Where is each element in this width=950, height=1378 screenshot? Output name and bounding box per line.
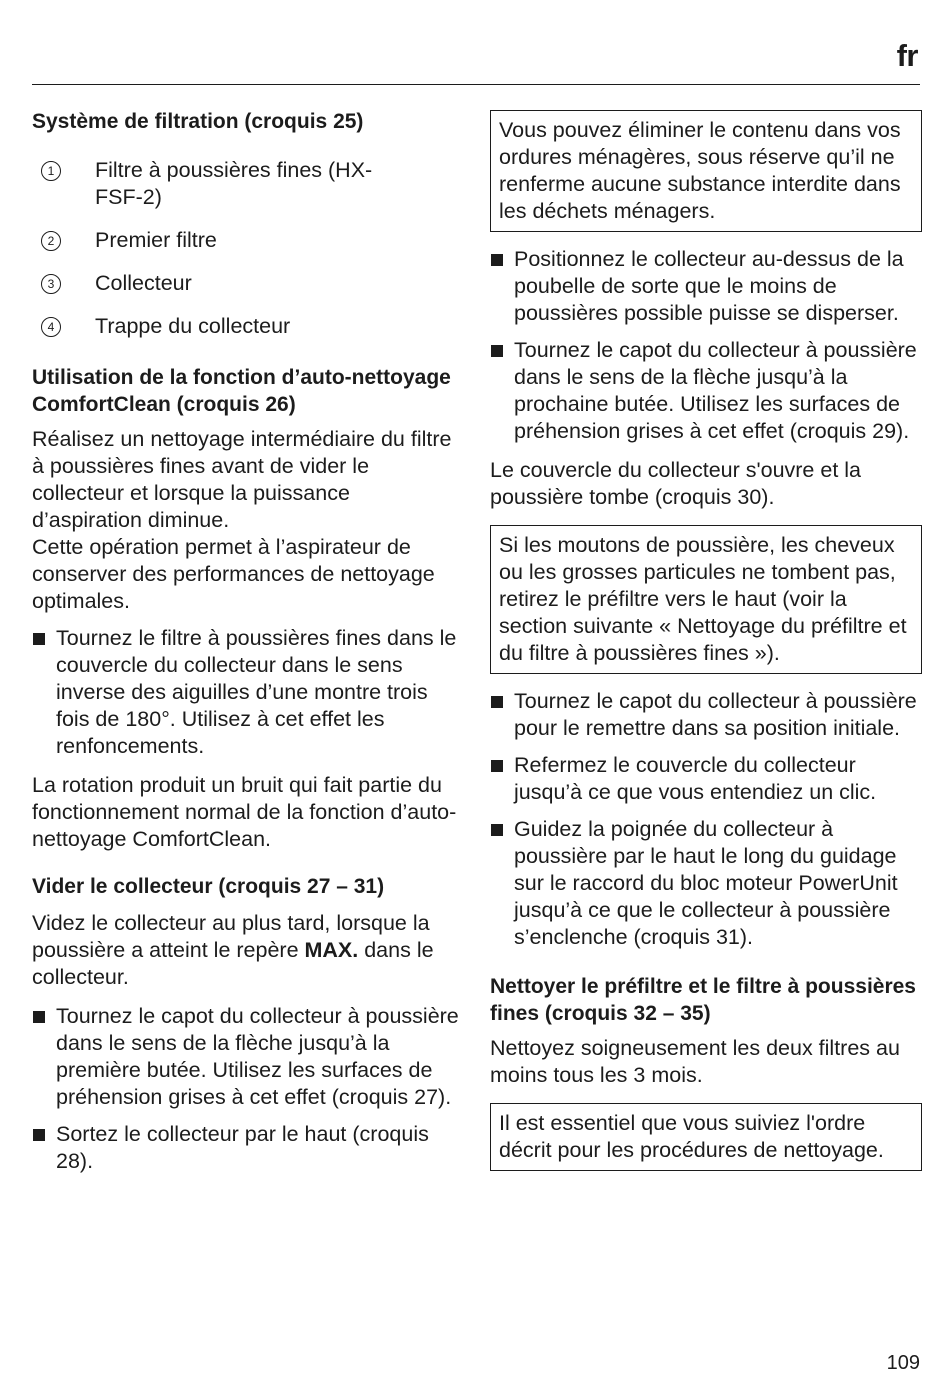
- bullet-item: [32, 1121, 462, 1175]
- bullet-item: [490, 246, 922, 327]
- paragraph: Le couvercle du collecteur s'ouvre et la poussière tombe (croquis 30).: [490, 458, 862, 509]
- number-badge: 2: [41, 231, 61, 251]
- list-item-text: Trappe du collecteur: [95, 314, 291, 338]
- paragraph-text: dans le collecteur.: [32, 938, 434, 989]
- note-box: Vous pouvez éliminer le contenu dans vos ordures ménagères, sous réserve qu’il ne renferme aucune substance interdite dans les déchets ménagers.: [490, 110, 922, 232]
- bullet-square-icon: [33, 1129, 45, 1141]
- bullet-item: [32, 625, 462, 760]
- bullet-square-icon: [33, 1011, 45, 1023]
- right-column: [490, 110, 922, 1171]
- bullet-item: [32, 1003, 462, 1111]
- bullet-item: [490, 688, 922, 742]
- header-rule: [32, 84, 920, 85]
- list-item-text: Filtre à poussières fines (HX-FSF-2): [95, 158, 373, 209]
- bullet-text: Tournez le capot du collecteur à poussière dans le sens de la flèche jusqu’à la prochaine butée. Utilisez les surfaces de préhension grises à cet effet (croquis 29).: [514, 338, 917, 443]
- paragraph: Réalisez un nettoyage intermédiaire du filtre à poussières fines avant de vider le collecteur et lorsque la puissance d’aspiration diminue.: [32, 427, 452, 532]
- list-item: [32, 313, 462, 340]
- bullet-text: Tournez le capot du collecteur à poussière pour le remettre dans sa position initiale.: [514, 689, 917, 740]
- list-item: [32, 157, 462, 211]
- section-heading-clean-filters: Nettoyer le préfiltre et le filtre à poussières fines (croquis 32 – 35): [490, 975, 916, 1025]
- number-badge: 3: [41, 274, 61, 294]
- paragraph: Nettoyez soigneusement les deux filtres au moins tous les 3 mois.: [490, 1036, 900, 1087]
- bullet-square-icon: [491, 696, 503, 708]
- max-mark-label: MAX.: [304, 938, 359, 962]
- bullet-square-icon: [491, 345, 503, 357]
- left-column: [32, 108, 462, 1185]
- section-heading-comfortclean: Utilisation de la fonction d’auto-nettoyage ComfortClean (croquis 26): [32, 366, 451, 416]
- paragraph-text: Videz le collecteur au plus tard, lorsque la poussière a atteint le repère: [32, 911, 430, 962]
- bullet-text: Refermez le couvercle du collecteur jusqu’à ce que vous entendiez un clic.: [514, 753, 877, 804]
- page-number: 109: [886, 1352, 920, 1374]
- paragraph: La rotation produit un bruit qui fait partie du fonctionnement normal de la fonction d’auto-nettoyage ComfortClean.: [32, 773, 457, 851]
- bullet-text: Tournez le filtre à poussières fines dans le couvercle du collecteur dans le sens inverse des aiguilles d’une montre trois fois de 180°. Utilisez à cet effet les renfoncements.: [56, 626, 457, 758]
- bullet-square-icon: [491, 760, 503, 772]
- bullet-item: [490, 816, 922, 951]
- bullet-item: [490, 752, 922, 806]
- bullet-square-icon: [491, 254, 503, 266]
- list-item-text: Premier filtre: [95, 228, 217, 252]
- bullet-item: [490, 337, 922, 445]
- filter-parts-list: [32, 157, 462, 340]
- number-badge: 1: [41, 161, 61, 181]
- note-box: Il est essentiel que vous suiviez l'ordre décrit pour les procédures de nettoyage.: [490, 1103, 922, 1171]
- bullet-square-icon: [33, 633, 45, 645]
- bullet-text: Tournez le capot du collecteur à poussière dans le sens de la flèche jusqu’à la première butée. Utilisez les surfaces de préhension grises à cet effet (croquis 27).: [56, 1004, 459, 1109]
- list-item: [32, 270, 462, 297]
- language-tag: fr: [896, 38, 918, 73]
- bullet-square-icon: [491, 824, 503, 836]
- bullet-text: Guidez la poignée du collecteur à poussière par le haut le long du guidage sur le raccord du bloc moteur PowerUnit jusqu’à ce que le collecteur à poussière s’enclenche (croquis 31).: [514, 817, 898, 949]
- paragraph: Cette opération permet à l’aspirateur de conserver des performances de nettoyage optimales.: [32, 535, 435, 613]
- section-heading-empty-collector: Vider le collecteur (croquis 27 – 31): [32, 875, 385, 898]
- paragraph: [32, 910, 462, 991]
- list-item-text: Collecteur: [95, 271, 192, 295]
- section-heading-filtration: Système de filtration (croquis 25): [32, 110, 364, 133]
- list-item: [32, 227, 462, 254]
- number-badge: 4: [41, 317, 61, 337]
- note-box: Si les moutons de poussière, les cheveux ou les grosses particules ne tombent pas, retirez le préfiltre vers le haut (voir la section suivante « Nettoyage du préfiltre et du filtre à poussières fines »).: [490, 525, 922, 674]
- bullet-text: Positionnez le collecteur au-dessus de la poubelle de sorte que le moins de poussières possible puisse se disperser.: [514, 247, 904, 325]
- bullet-text: Sortez le collecteur par le haut (croquis 28).: [56, 1122, 429, 1173]
